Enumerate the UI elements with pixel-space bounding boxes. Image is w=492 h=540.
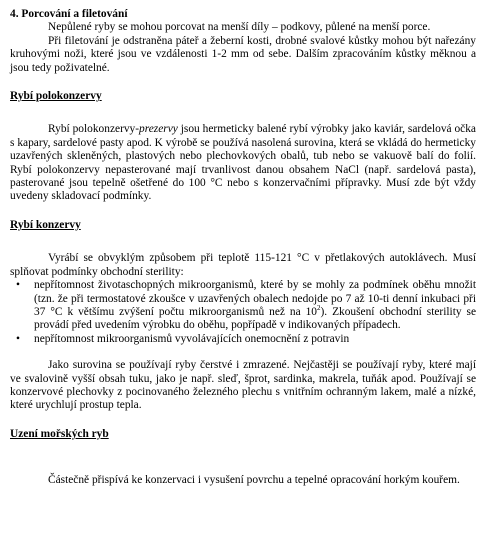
konzervy-paragraph-2: Jako surovina se používají ryby čerstvé i zmrazené. Nejčastěji se používají ryby, které mají ve svalovině vyšší obsah tuku, jako je např. sleď, šprot, sardinka, makrela, tuňák apod. Používají se konzervové plechovky z pocinovaného železného plechu s vnitřním ochranným lakem, malé a nízké, které urychlují prostup tepla. [10, 359, 476, 412]
uzeni-paragraph: Částečně přispívá ke konzervaci i vysušení povrchu a tepelné opracování horkým kouřem. [48, 474, 460, 487]
section-4-paragraph-2: Při filetování je odstraněna páteř a žeberní kosti, drobné svalové kůstky mohou být nařezány kruhovými noži, které jsou ve vzdálenosti 1-2 mm od sebe. Dalším zpracováním kůstky měknou a jsou tedy poživatelné. [10, 34, 476, 74]
exponent: 2 [316, 304, 321, 313]
polokonzervy-text-rest: jsou hermeticky balené rybí výrobky jako kaviár, sardelová očka s kapary, sardelové pasty apod. K výrobě se používá nasolená surovina, která se vkládá do hermeticky uzavřených skleněných, plastových nebo plechovkových obalů, tub nebo se vakuově balí do folií. Rybí polokonzervy nepasterované mají trvanlivost danou obsahem NaCl (např. sardelová pasta), pasterované jsou tepelně ošetřené do 100 °C nebo s konzervačními přípravky. Musí zde být vždy uvedeny skladovací podmínky. [10, 123, 476, 203]
document-page [10, 8, 476, 488]
list-item [10, 333, 476, 346]
polokonzervy-heading: Rybí polokonzervy [10, 90, 102, 103]
polokonzervy-text-start: Rybí polokonzervy- [48, 123, 140, 136]
sterility-conditions-list [10, 279, 476, 346]
polokonzervy-paragraph [10, 123, 476, 203]
uzeni-heading: Uzení mořských ryb [10, 427, 109, 440]
konzervy-intro: Vyrábí se obvyklým způsobem při teplotě 115-121 °C v přetlakových autoklávech. Musí splňovat podmínky obchodní sterility: [10, 252, 476, 278]
section-4-paragraph-1: Nepůlené ryby se mohou porcovat na menší díly – podkovy, půlené na menší porce. [48, 21, 431, 34]
bullet-2-text: nepřítomnost mikroorganismů vyvolávajících onemocnění z potravin [34, 332, 350, 345]
bullet-1-text-end: ). Zkoušení obchodní sterility se provádí před uvedením výrobku do oběhu, popřípadě v indikovaných případech. [34, 305, 476, 332]
bullet-icon: • [16, 332, 20, 345]
bullet-icon: • [16, 279, 20, 292]
prezervy-term: prezervy [139, 123, 178, 136]
konzervy-heading: Rybí konzervy [10, 218, 81, 231]
list-item [10, 279, 476, 333]
section-4-heading: 4. Porcování a filetování [10, 8, 128, 20]
bullet-1-text: nepřítomnost životaschopných mikroorganismů, které by se mohly za podmínek oběhu množit (tzn. že při termostatové zkoušce v uzavřených obalech nedojde po 7 až 10-ti denní inkubaci při 37 °C k většímu zvýšení počtu mikroorganismů než na 10 [34, 279, 476, 318]
